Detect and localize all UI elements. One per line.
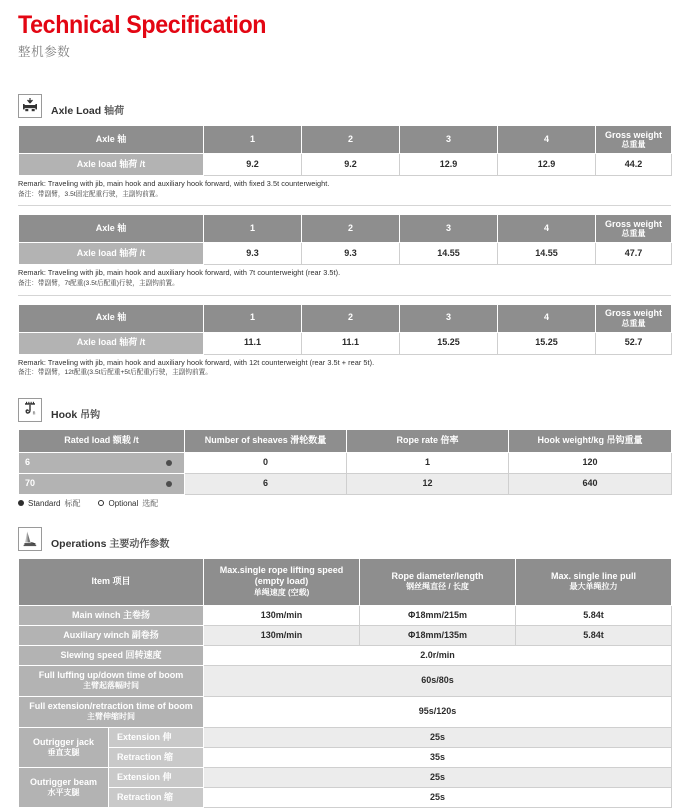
- item-header-cn: 项目: [112, 575, 131, 586]
- column-header-axle: Axle 轴: [19, 126, 204, 154]
- outrigger-jack-en: Outrigger jack: [32, 736, 95, 747]
- outrigger-jack-cn: 垂直支腿: [47, 747, 80, 757]
- full-luffing-value: 60s/80s: [204, 665, 672, 696]
- axle-load-section: [18, 94, 671, 377]
- beam-retraction-value: 25s: [204, 787, 672, 807]
- remark-en: Remark: Traveling with jib, main hook and auxiliary hook forward, with 7t counterweight (rear 3.5t).: [18, 268, 341, 278]
- rope-header-en: Rope diameter/length: [391, 570, 484, 581]
- axle-load-icon: [18, 94, 42, 118]
- beam-retraction-cn: 缩: [164, 791, 174, 802]
- table-row: [19, 767, 672, 787]
- rated-load-value: 70: [25, 478, 36, 488]
- column-header-axle-4: 4: [498, 215, 596, 243]
- speed-header-en: Max.single rope lifting speed (empty load): [219, 564, 344, 587]
- remark-cn: 备注：带副臂，3.5t固定配重行驶，主副钩前置。: [18, 190, 163, 198]
- operations-table: [18, 558, 672, 808]
- axle-load-value-2: 9.3: [302, 243, 400, 265]
- main-winch-pull: 5.84t: [516, 605, 672, 625]
- column-header-axle-3: 3: [400, 126, 498, 154]
- axle-load-label: [51, 102, 124, 118]
- gross-weight-en: Gross weight: [604, 308, 662, 319]
- row-label-outrigger-beam: [19, 767, 109, 807]
- aux-winch-speed: 130m/min: [204, 625, 360, 645]
- jack-retraction-en: Retraction: [117, 751, 162, 762]
- table-row: [19, 645, 672, 665]
- extension-cn: 主臂伸缩时间: [87, 712, 135, 722]
- hook-label-en: Hook: [51, 408, 78, 421]
- legend-standard-cn: 标配: [64, 498, 81, 508]
- column-header-axle-1: 1: [204, 126, 302, 154]
- column-header-rope-rate: Rope rate 倍率: [347, 429, 509, 452]
- row-label-axle-load: Axle load 轴荷 /t: [19, 332, 204, 354]
- hook-table: [18, 429, 672, 495]
- rated-load-value: 6: [25, 457, 31, 467]
- row-label-auxiliary-winch: [19, 625, 204, 645]
- rope-header-cn: 钢丝绳直径 / 长度: [406, 582, 469, 592]
- sub-label-jack-retraction: [109, 747, 204, 767]
- hook-label-cn: 吊钩: [80, 409, 101, 421]
- row-label-full-luffing: [19, 665, 204, 696]
- hook-weight-value: 120: [509, 452, 672, 473]
- axle-load-label-cn: 轴荷: [104, 106, 125, 118]
- table-row: [19, 154, 672, 176]
- hook-icon: [18, 398, 42, 422]
- axle-load-table-2: [18, 214, 672, 265]
- aux-winch-en: Auxiliary winch: [63, 629, 130, 640]
- outrigger-beam-en: Outrigger beam: [29, 776, 97, 787]
- table-row: [19, 452, 672, 473]
- table-header-row: [19, 558, 672, 605]
- hook-weight-value: 640: [509, 473, 672, 494]
- axle-table-2-remark: [18, 268, 671, 288]
- hollow-bullet-icon: [98, 500, 104, 506]
- table-row: [19, 787, 672, 807]
- sub-label-jack-extension: [109, 727, 204, 747]
- main-winch-rope: Φ18mm/215m: [360, 605, 516, 625]
- beam-extension-en: Extension: [117, 771, 161, 782]
- luffing-cn: 主臂起落幅时间: [83, 681, 139, 691]
- row-label-outrigger-jack: [19, 727, 109, 767]
- remark-en: Remark: Traveling with jib, main hook and auxiliary hook forward, with fixed 3.5t counterweight.: [18, 179, 330, 189]
- remark-en: Remark: Traveling with jib, main hook and auxiliary hook forward, with 12t counterweight (rear 3.5t + rear 5t).: [18, 357, 375, 367]
- column-header-line-pull: [516, 558, 672, 605]
- axle-table-1-remark: [18, 179, 671, 199]
- legend-standard-en: Standard: [28, 498, 61, 508]
- remark-cn: 备注：带副臂，7t配重(3.5t后配重)行驶，主副钩前置。: [18, 279, 179, 287]
- hook-rated-load-label: [19, 473, 185, 494]
- axle-load-value-1: 9.2: [204, 154, 302, 176]
- table-row: [19, 332, 672, 354]
- column-header-axle-1: 1: [204, 304, 302, 332]
- svg-text:n: n: [32, 410, 36, 417]
- table-header-row: [19, 126, 672, 154]
- hook-legend: [18, 498, 671, 509]
- luffing-en: Full luffing up/down time of boom: [38, 670, 184, 680]
- main-winch-en: Main winch: [71, 609, 121, 620]
- jack-extension-en: Extension: [117, 731, 161, 742]
- legend-optional-en: Optional: [108, 498, 139, 508]
- standard-marker-dot: [166, 481, 172, 487]
- gross-weight-value: 52.7: [596, 332, 672, 354]
- row-label-full-extension: [19, 696, 204, 727]
- axle-load-value-4: 15.25: [498, 332, 596, 354]
- sheaves-value: 6: [185, 473, 347, 494]
- column-header-axle: Axle 轴: [19, 304, 204, 332]
- column-header-gross-weight: [596, 126, 672, 154]
- jack-retraction-cn: 缩: [164, 751, 174, 762]
- axle-load-value-1: 9.3: [204, 243, 302, 265]
- divider: [18, 205, 671, 206]
- aux-winch-cn: 副卷扬: [131, 629, 159, 640]
- operations-crane-icon: [18, 527, 42, 551]
- axle-load-value-2: 9.2: [302, 154, 400, 176]
- standard-marker-dot: [166, 460, 172, 466]
- slewing-en: Slewing speed: [60, 649, 123, 660]
- page-subtitle: 整机参数: [18, 45, 71, 60]
- row-label-main-winch: [19, 605, 204, 625]
- table-row: [19, 473, 672, 494]
- operations-section: [18, 527, 671, 808]
- operations-heading: [18, 527, 671, 551]
- column-header-lifting-speed: [204, 558, 360, 605]
- legend-standard: [18, 498, 80, 509]
- column-header-axle-2: 2: [302, 126, 400, 154]
- table-row: [19, 243, 672, 265]
- gross-weight-en: Gross weight: [604, 129, 662, 140]
- axle-load-value-4: 12.9: [498, 154, 596, 176]
- operations-label: [51, 535, 169, 551]
- column-header-rated-load: Rated load 额载 /t: [19, 429, 185, 452]
- jack-retraction-value: 35s: [204, 747, 672, 767]
- column-header-axle: Axle 轴: [19, 215, 204, 243]
- column-header-axle-2: 2: [302, 215, 400, 243]
- remark-cn: 备注：带副臂，12t配重(3.5t后配重+5t后配重)行驶，主副钩前置。: [18, 369, 212, 377]
- extension-en: Full extension/retraction time of boom: [29, 701, 193, 711]
- column-header-gross-weight: [596, 304, 672, 332]
- axle-load-table-1: [18, 125, 672, 176]
- axle-load-heading: [18, 94, 671, 118]
- pull-header-en: Max. single line pull: [551, 570, 637, 581]
- gross-weight-value: 47.7: [596, 243, 672, 265]
- aux-winch-pull: 5.84t: [516, 625, 672, 645]
- row-label-slewing-speed: [19, 645, 204, 665]
- axle-load-label-en: Axle Load: [51, 105, 102, 118]
- table-header-row: [19, 429, 672, 452]
- hook-section: [18, 398, 671, 509]
- axle-load-value-2: 11.1: [302, 332, 400, 354]
- table-header-row: [19, 304, 672, 332]
- gross-weight-en: Gross weight: [604, 219, 662, 230]
- column-header-axle-4: 4: [498, 126, 596, 154]
- table-row: [19, 625, 672, 645]
- filled-bullet-icon: [18, 500, 24, 506]
- slewing-cn: 回转速度: [125, 649, 162, 660]
- operations-label-cn: 主要动作参数: [109, 538, 170, 550]
- gross-weight-value: 44.2: [596, 154, 672, 176]
- jack-extension-cn: 伸: [162, 731, 172, 742]
- axle-load-value-1: 11.1: [204, 332, 302, 354]
- rope-rate-value: 1: [347, 452, 509, 473]
- row-label-axle-load: Axle load 轴荷 /t: [19, 243, 204, 265]
- column-header-axle-2: 2: [302, 304, 400, 332]
- column-header-hook-weight: Hook weight/kg 吊钩重量: [509, 429, 672, 452]
- divider: [18, 295, 671, 296]
- speed-header-cn: 单绳速度 (空载): [253, 588, 310, 598]
- axle-load-value-3: 15.25: [400, 332, 498, 354]
- sub-label-beam-extension: [109, 767, 204, 787]
- page-title: Technical Specification: [18, 11, 267, 39]
- jack-extension-value: 25s: [204, 727, 672, 747]
- table-header-row: [19, 215, 672, 243]
- page-header: [0, 0, 689, 60]
- gross-weight-cn: 总重量: [621, 229, 646, 239]
- table-row: [19, 665, 672, 696]
- axle-table-3-remark: [18, 358, 671, 378]
- axle-load-value-3: 12.9: [400, 154, 498, 176]
- legend-optional-cn: 选配: [142, 498, 159, 508]
- item-header-en: Item: [91, 575, 110, 586]
- row-label-axle-load: Axle load 轴荷 /t: [19, 154, 204, 176]
- column-header-axle-3: 3: [400, 304, 498, 332]
- column-header-gross-weight: [596, 215, 672, 243]
- column-header-axle-4: 4: [498, 304, 596, 332]
- column-header-rope-diameter: [360, 558, 516, 605]
- aux-winch-rope: Φ18mm/135m: [360, 625, 516, 645]
- table-row: [19, 696, 672, 727]
- main-winch-cn: 主卷扬: [123, 609, 151, 620]
- gross-weight-cn: 总重量: [621, 140, 646, 150]
- legend-optional: [98, 498, 158, 509]
- column-header-sheaves: Number of sheaves 滑轮数量: [185, 429, 347, 452]
- axle-load-table-3: [18, 304, 672, 355]
- beam-extension-cn: 伸: [162, 771, 172, 782]
- table-row: [19, 727, 672, 747]
- hook-rated-load-label: [19, 452, 185, 473]
- column-header-axle-3: 3: [400, 215, 498, 243]
- column-header-axle-1: 1: [204, 215, 302, 243]
- column-header-item: [19, 558, 204, 605]
- sheaves-value: 0: [185, 452, 347, 473]
- full-extension-value: 95s/120s: [204, 696, 672, 727]
- operations-label-en: Operations: [51, 537, 107, 550]
- pull-header-cn: 最大单绳拉力: [569, 582, 618, 592]
- rope-rate-value: 12: [347, 473, 509, 494]
- gross-weight-cn: 总重量: [621, 318, 646, 328]
- sub-label-beam-retraction: [109, 787, 204, 807]
- axle-load-value-3: 14.55: [400, 243, 498, 265]
- main-winch-speed: 130m/min: [204, 605, 360, 625]
- table-row: [19, 605, 672, 625]
- axle-load-value-4: 14.55: [498, 243, 596, 265]
- beam-extension-value: 25s: [204, 767, 672, 787]
- hook-heading: [18, 398, 671, 422]
- slewing-speed-value: 2.0r/min: [204, 645, 672, 665]
- beam-retraction-en: Retraction: [117, 791, 162, 802]
- outrigger-beam-cn: 水平支腿: [47, 787, 80, 797]
- hook-label: [51, 406, 100, 422]
- table-row: [19, 747, 672, 767]
